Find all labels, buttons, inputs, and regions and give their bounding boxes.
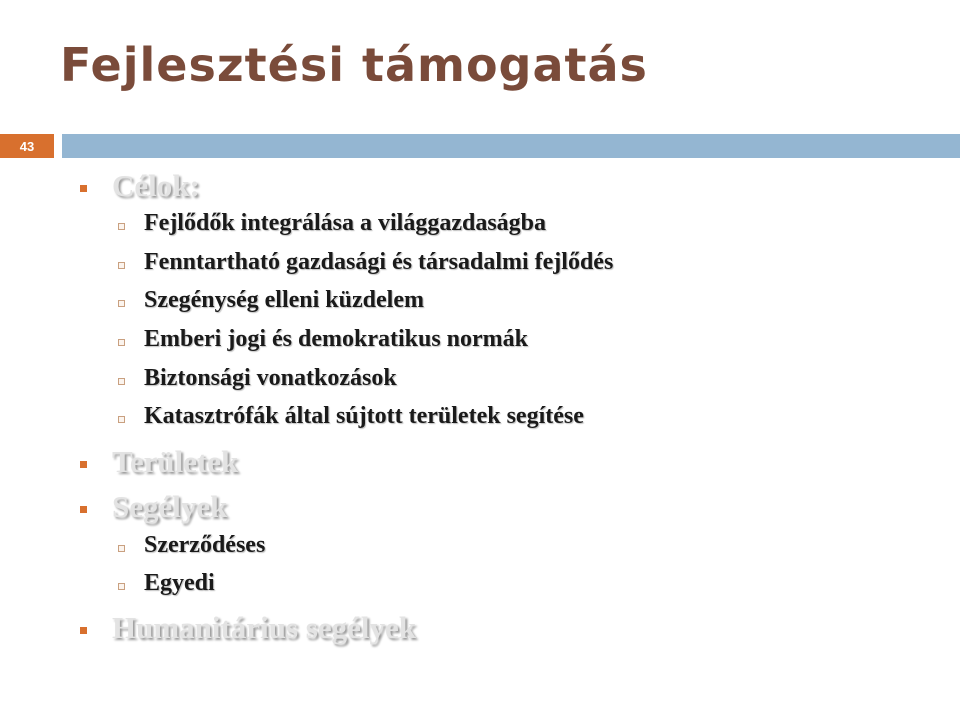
sub-bullet-marker <box>118 223 125 230</box>
sub-bullet-item: Biztonsági vonatkozások <box>144 365 397 391</box>
sub-bullet-marker <box>118 583 125 590</box>
bullet-humanitarius: Humanitárius segélyek <box>112 610 416 645</box>
bullet-segelyek: Segélyek <box>112 489 228 524</box>
bullet-celok: Célok: <box>112 168 200 203</box>
bullet-marker <box>80 627 87 634</box>
slide-title: Fejlesztési támogatás <box>60 38 648 92</box>
sub-bullet-item: Egyedi <box>144 570 215 596</box>
sub-bullet-marker <box>118 545 125 552</box>
sub-bullet-item: Fenntartható gazdasági és társadalmi fejlődés <box>144 249 614 275</box>
slide-number: 43 <box>0 134 54 158</box>
sub-bullet-item: Katasztrófák által sújtott területek segítése <box>144 403 584 429</box>
sub-bullet-item: Szegénység elleni küzdelem <box>144 287 424 313</box>
sub-bullet-item: Szerződéses <box>144 532 266 558</box>
sub-bullet-marker <box>118 416 125 423</box>
sub-bullet-item: Emberi jogi és demokratikus normák <box>144 326 528 352</box>
bullet-teruletek: Területek <box>112 444 239 479</box>
sub-bullet-marker <box>118 300 125 307</box>
sub-bullet-marker <box>118 378 125 385</box>
sub-bullet-marker <box>118 339 125 346</box>
bullet-marker <box>80 506 87 513</box>
sub-bullet-marker <box>118 262 125 269</box>
sub-bullet-item: Fejlődők integrálása a világgazdaságba <box>144 210 547 236</box>
bullet-marker <box>80 461 87 468</box>
bullet-marker <box>80 185 87 192</box>
